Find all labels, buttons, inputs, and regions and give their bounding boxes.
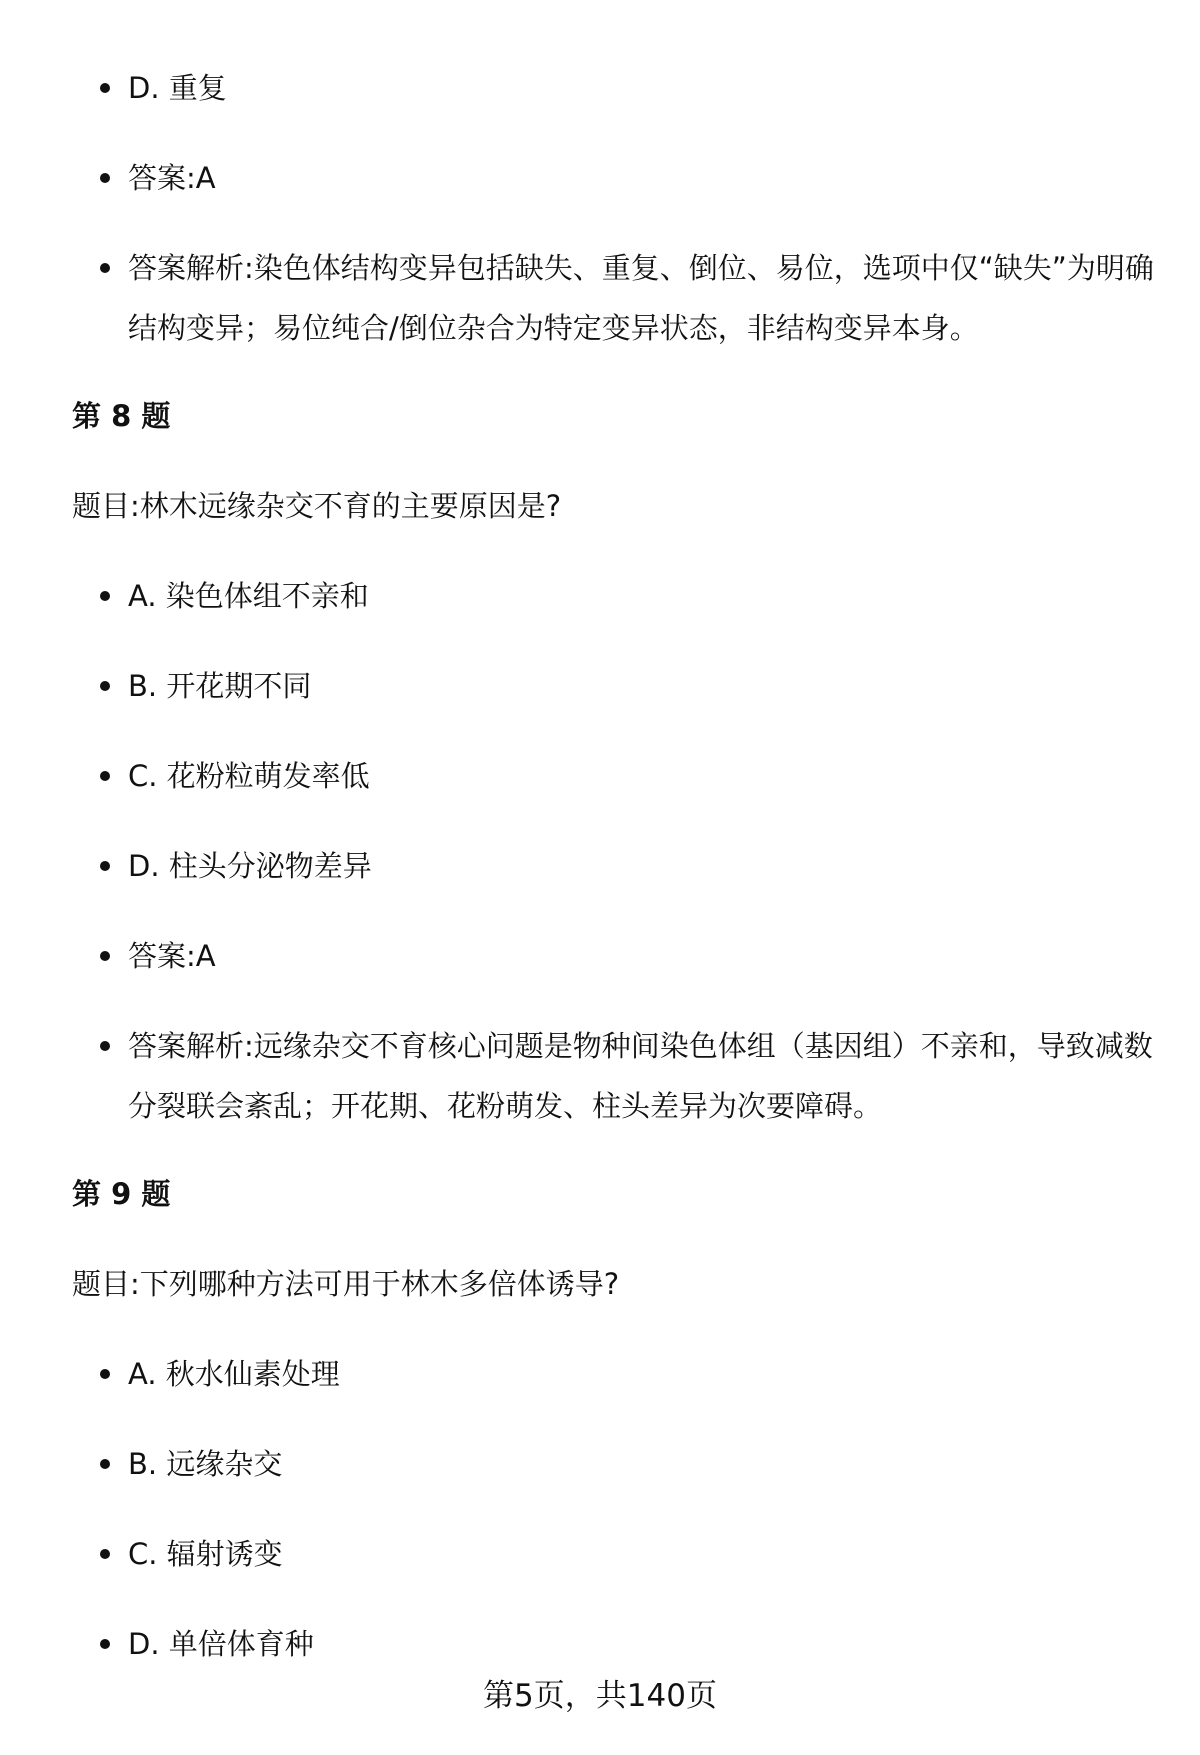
answer: 答案:A xyxy=(128,148,1158,208)
question-8-option-d: D. 柱头分泌物差异 xyxy=(128,836,1158,896)
question-8-answer: 答案:A xyxy=(128,926,1158,986)
question-8-option-a: A. 染色体组不亲和 xyxy=(128,566,1158,626)
question-9-text: 题目:下列哪种方法可用于林木多倍体诱导? xyxy=(72,1267,620,1301)
question-9-option-d: D. 单倍体育种 xyxy=(128,1614,1158,1674)
question-8-text: 题目:林木远缘杂交不育的主要原因是? xyxy=(72,489,562,523)
option-d: D. 重复 xyxy=(128,58,1158,118)
question-9-option-b: B. 远缘杂交 xyxy=(128,1434,1158,1494)
question-8-heading: 第 8 题 xyxy=(72,399,171,433)
question-9-heading: 第 9 题 xyxy=(72,1177,171,1211)
page-number: 第5页，共140页 xyxy=(483,1678,717,1714)
question-9-option-a: A. 秋水仙素处理 xyxy=(128,1344,1158,1404)
question-8-option-c: C. 花粉粒萌发率低 xyxy=(128,746,1158,806)
question-9-option-c: C. 辐射诱变 xyxy=(128,1524,1158,1584)
answer-explanation: 答案解析:染色体结构变异包括缺失、重复、倒位、易位，选项中仅“缺失”为明确结构变异；易位纯合/倒位杂合为特定变异状态，非结构变异本身。 xyxy=(128,238,1158,358)
question-8-explanation: 答案解析:远缘杂交不育核心问题是物种间染色体组（基因组）不亲和，导致减数分裂联会紊乱；开花期、花粉萌发、柱头差异为次要障碍。 xyxy=(128,1016,1158,1136)
question-8-option-b: B. 开花期不同 xyxy=(128,656,1158,716)
